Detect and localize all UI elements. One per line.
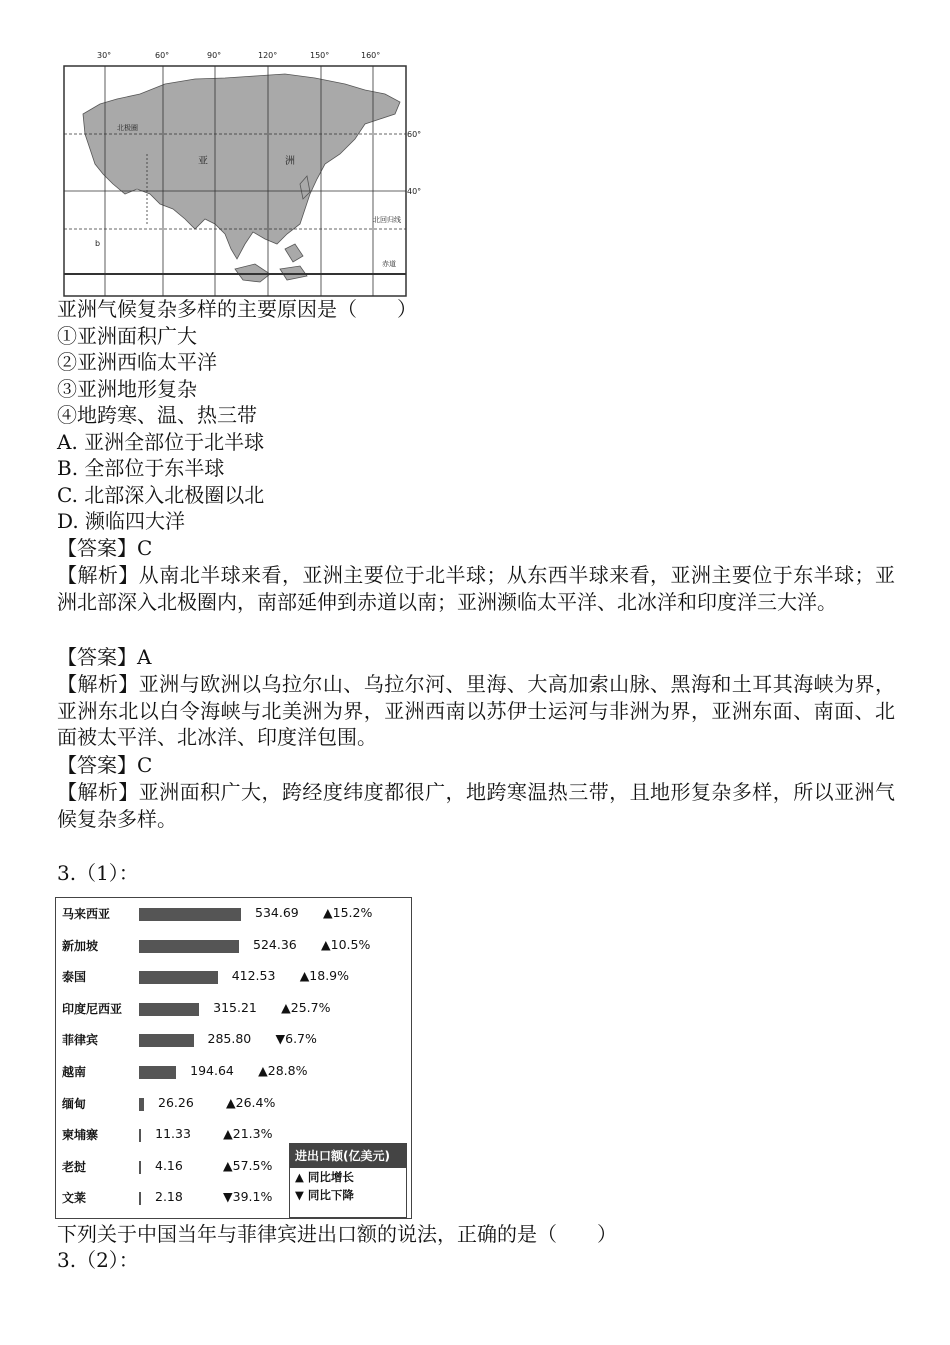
bar <box>139 908 241 921</box>
value-label: 285.80 <box>207 1031 252 1047</box>
question-3-2-label: 3.（2）： <box>57 1248 139 1272</box>
change-label: ▲26.4% <box>226 1094 276 1110</box>
tropic-label: 北回归线 <box>373 216 401 224</box>
analysis-1: 【解析】从南北半球来看，亚洲主要位于北半球；从东西半球来看，亚洲主要位于东半球；亚洲北部深入北极圈内，南部延伸到赤道以南；亚洲濒临太平洋、北冰洋和印度洋三大洋。 <box>57 563 895 614</box>
legend-down: ▼ 同比下降 <box>295 1188 354 1202</box>
question-3-stem: 下列关于中国当年与菲律宾进出口额的说法，正确的是（ ） <box>57 1222 617 1246</box>
asia-map <box>55 44 432 300</box>
change-label: ▲28.8% <box>258 1063 308 1078</box>
lon-label: 30° <box>97 51 112 60</box>
value-label: 11.33 <box>155 1126 191 1142</box>
category-label: 老挝 <box>62 1159 87 1174</box>
equator-label: 赤道 <box>382 260 396 268</box>
change-label: ▲18.9% <box>299 968 350 984</box>
value-label: 26.26 <box>158 1094 194 1110</box>
bar <box>139 1066 176 1079</box>
chart-row <box>56 934 411 958</box>
change-label: ▲10.5% <box>321 936 371 952</box>
bar <box>139 1003 199 1016</box>
bar <box>139 1129 141 1142</box>
category-label: 柬埔寨 <box>62 1128 99 1143</box>
chart-legend <box>289 1143 407 1218</box>
value-label: 2.18 <box>155 1189 183 1205</box>
north-pole-label: 北极圈 <box>117 124 138 132</box>
lat-label: 40° <box>407 187 422 196</box>
option-c: C. 北部深入北极圈以北 <box>57 483 265 507</box>
category-label: 泰国 <box>62 970 87 985</box>
value-label: 315.21 <box>213 999 257 1015</box>
change-label: ▲21.3% <box>223 1126 273 1142</box>
analysis-3: 【解析】亚洲面积广大，跨经度纬度都很广，地跨寒温热三带，且地形复杂多样，所以亚洲气候复杂多样。 <box>57 780 895 831</box>
question-3-1-label: 3.（1）： <box>57 861 139 885</box>
asia-label-1: 亚 <box>198 156 208 167</box>
chart-row <box>56 1028 411 1052</box>
statement-2: ②亚洲西临太平洋 <box>57 350 217 374</box>
change-label: ▼6.7% <box>275 1031 317 1047</box>
lon-label: 60° <box>155 51 170 60</box>
chart-row <box>56 997 411 1021</box>
chart-row <box>56 1092 411 1116</box>
value-label: 4.16 <box>155 1157 183 1173</box>
change-label: ▲25.7% <box>281 999 331 1015</box>
option-a: A. 亚洲全部位于北半球 <box>57 430 265 454</box>
lon-label: 90° <box>207 51 222 60</box>
lon-label: 160° <box>361 51 381 60</box>
chart-row <box>56 1060 411 1084</box>
bar <box>139 1034 194 1047</box>
option-b: B. 全部位于东半球 <box>57 456 225 480</box>
change-label: ▲15.2% <box>323 905 373 920</box>
category-label: 缅甸 <box>62 1096 87 1111</box>
legend-title: 进出口额(亿美元) <box>290 1144 406 1168</box>
statement-3: ③亚洲地形复杂 <box>57 377 197 401</box>
category-label: 文莱 <box>62 1191 87 1206</box>
statement-1: ①亚洲面积广大 <box>57 324 197 348</box>
question-stem: 亚洲气候复杂多样的主要原因是（ ） <box>57 297 417 321</box>
category-label: 马来西亚 <box>62 907 111 921</box>
lat-label: 60° <box>407 130 422 139</box>
statement-4: ④地跨寒、温、热三带 <box>57 403 257 427</box>
bar <box>139 940 239 953</box>
analysis-2: 【解析】亚洲与欧洲以乌拉尔山、乌拉尔河、里海、大高加索山脉、黑海和土耳其海峡为界，亚洲东北以白令海峡与北美洲为界，亚洲西南以苏伊士运河与非洲为界，亚洲东面、南面、北面被太平洋、北冰洋、印度洋包围。 <box>57 672 895 749</box>
answer-2: 【答案】A <box>57 645 152 669</box>
value-label: 534.69 <box>255 905 299 920</box>
value-label: 524.36 <box>253 936 297 952</box>
category-label: 越南 <box>62 1065 87 1079</box>
bar <box>139 1098 144 1111</box>
value-label: 412.53 <box>231 968 276 984</box>
lon-label: 150° <box>310 51 330 60</box>
answer-3: 【答案】C <box>57 753 153 777</box>
bar <box>139 1161 141 1174</box>
bar <box>139 971 218 984</box>
option-d: D. 濒临四大洋 <box>57 509 186 533</box>
chart-row <box>56 965 411 989</box>
category-label: 菲律宾 <box>62 1033 99 1048</box>
asia-label-2: 洲 <box>285 156 295 167</box>
legend-up: ▲ 同比增长 <box>295 1170 354 1184</box>
change-label: ▼39.1% <box>223 1189 273 1205</box>
b-label: b <box>95 239 101 248</box>
category-label: 印度尼西亚 <box>62 1001 123 1016</box>
lon-label: 120° <box>258 51 278 60</box>
answer-1: 【答案】C <box>57 536 153 560</box>
category-label: 新加坡 <box>62 938 99 953</box>
chart-row <box>56 902 411 926</box>
change-label: ▲57.5% <box>223 1157 273 1173</box>
bar <box>139 1192 141 1205</box>
value-label: 194.64 <box>190 1063 234 1078</box>
trade-bar-chart <box>55 897 412 1219</box>
